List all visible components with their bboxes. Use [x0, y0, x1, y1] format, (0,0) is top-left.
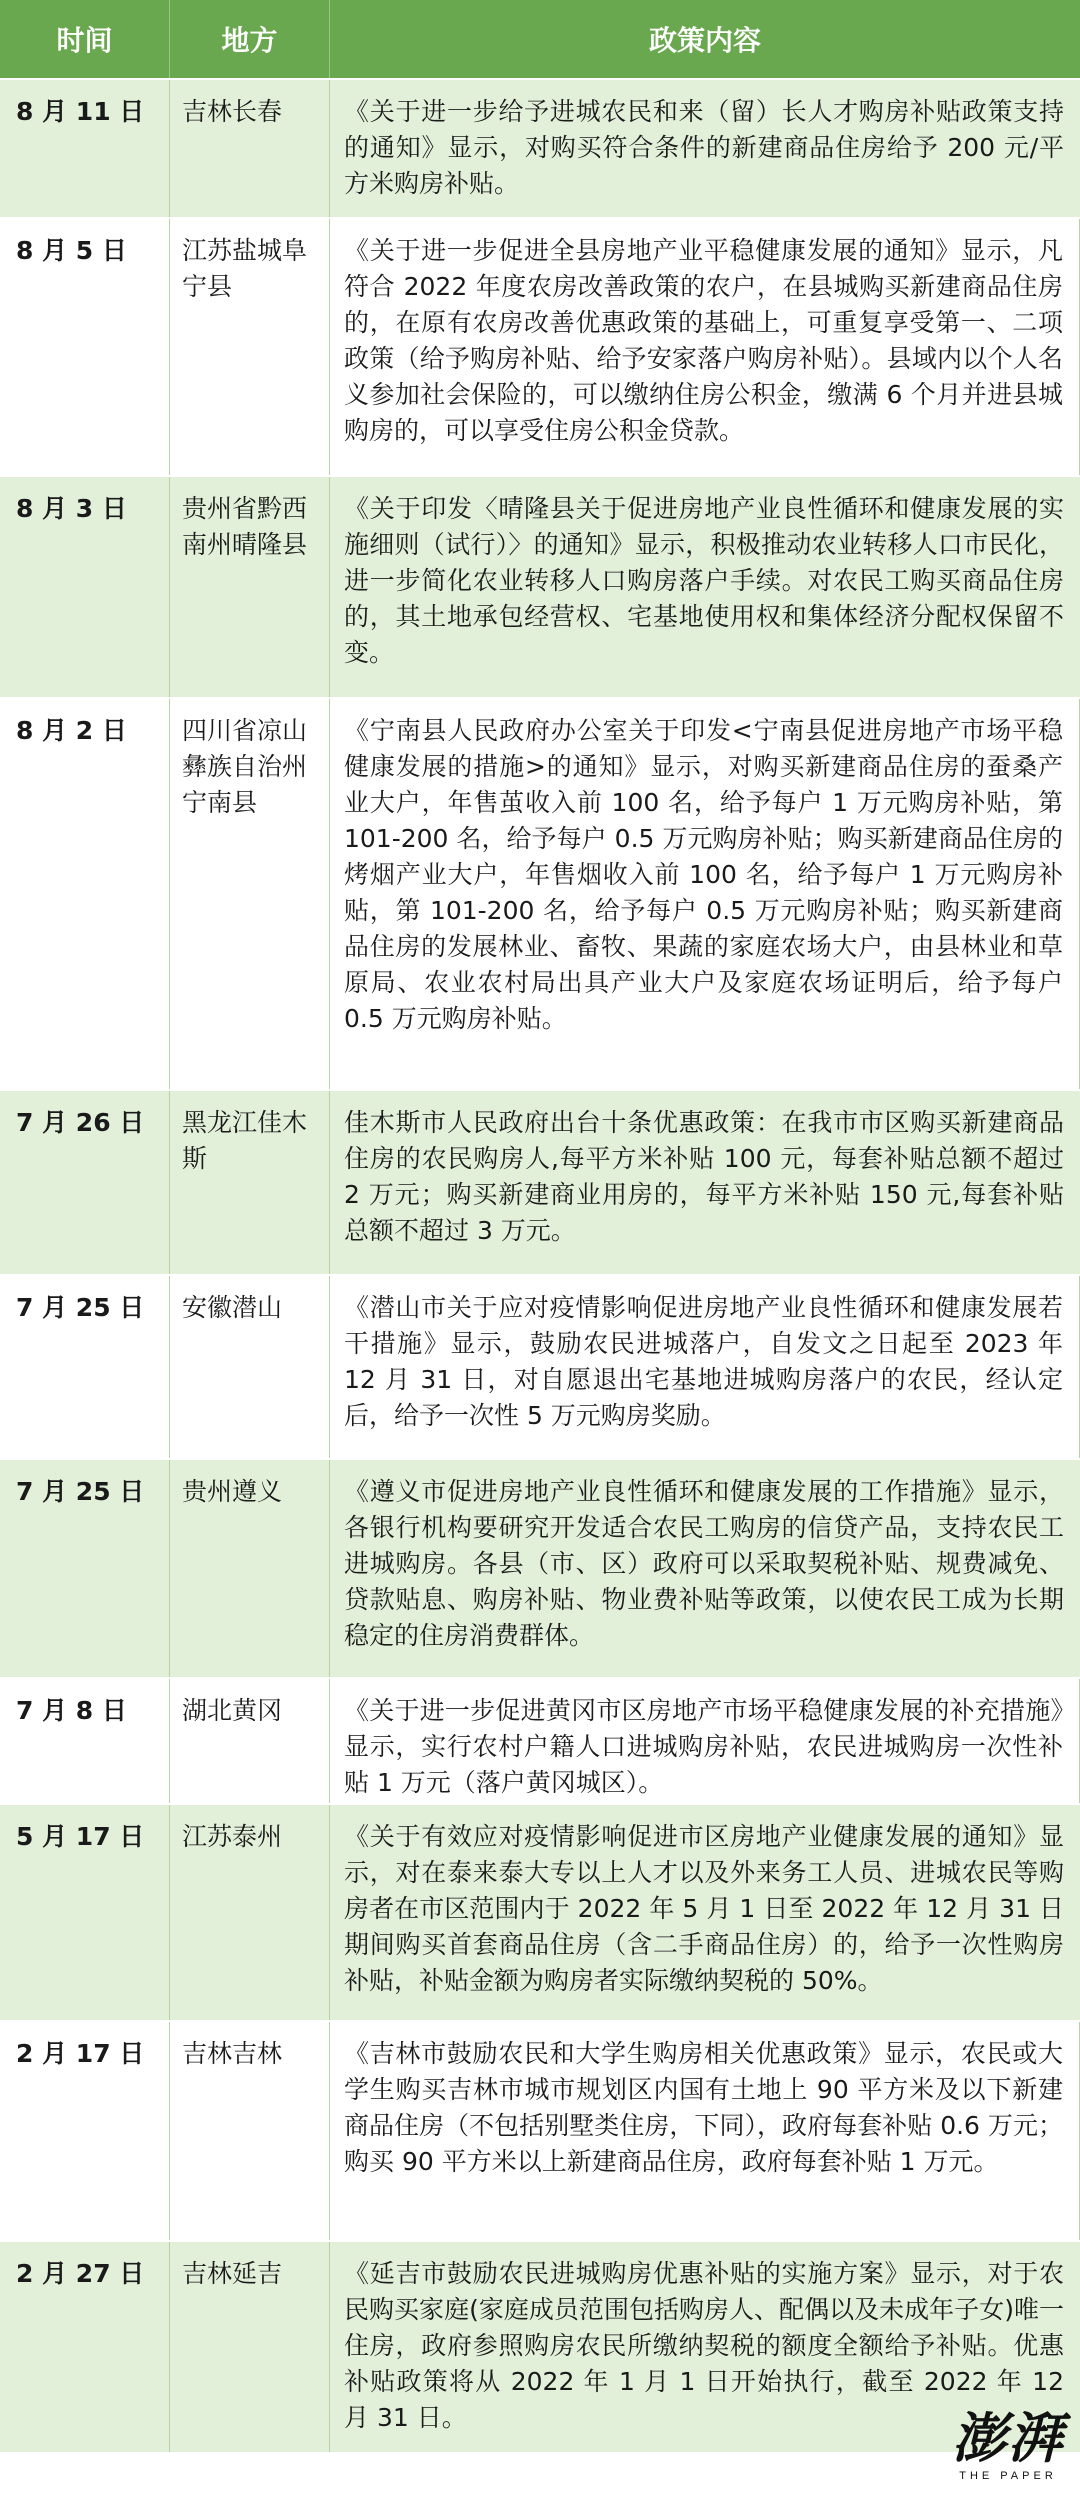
row-place: 江苏盐城阜宁县 — [170, 219, 330, 475]
row-content: 《潜山市关于应对疫情影响促进房地产业良性循环和健康发展若干措施》显示，鼓励农民进城落户，自发文之日起至 2023 年 12 月 31 日，对自愿退出宅基地进城购房落户的农民，经认定后，给予一次性 5 万元购房奖励。 — [330, 1276, 1080, 1458]
table-row — [0, 78, 1080, 217]
header-content: 政策内容 — [648, 24, 761, 57]
row-content: 《关于有效应对疫情影响促进市区房地产业健康发展的通知》显示，对在泰来泰大专以上人才以及外来务工人员、进城农民等购房者在市区范围内于 2022 年 5 月 1 日至 2022 年 12 月 31 日期间购买首套商品住房（含二手商品住房）的，给予一次性购房补贴，补贴金额为购房者实际缴纳契税的 50%。 — [344, 1822, 1064, 1995]
table-row — [0, 697, 1080, 1089]
row-content: 《遵义市促进房地产业良性循环和健康发展的工作措施》显示，各银行机构要研究开发适合农民工购房的信贷产品，支持农民工进城购房。各县（市、区）政府可以采取契税补贴、规费减免、贷款贴息、购房补贴、物业费补贴等政策，以使农民工成为长期稳定的住房消费群体。 — [344, 1477, 1064, 1650]
row-date: 7 月 25 日 — [0, 1460, 170, 1677]
row-place: 吉林吉林 — [170, 2022, 330, 2240]
row-content: 佳木斯市人民政府出台十条优惠政策：在我市市区购买新建商品住房的农民购房人,每平方米补贴 100 元，每套补贴总额不超过 2 万元；购买新建商业用房的，每平方米补贴 150 元,每套补贴总额不超过 3 万元。 — [344, 1108, 1064, 1245]
row-place: 贵州省黔西南州晴隆县 — [170, 477, 330, 697]
row-place: 湖北黄冈 — [170, 1679, 330, 1803]
table-row — [0, 1274, 1080, 1458]
row-date: 8 月 2 日 — [0, 699, 170, 1089]
row-date: 7 月 8 日 — [0, 1679, 170, 1803]
row-place: 黑龙江佳木斯 — [170, 1091, 330, 1274]
logo-mark: 澎湃 — [952, 2406, 1064, 2470]
row-place: 江苏泰州 — [170, 1805, 330, 2020]
header-place: 地方 — [170, 0, 330, 78]
header-time: 时间 — [0, 0, 170, 78]
row-place: 吉林延吉 — [170, 2242, 330, 2452]
row-date: 8 月 5 日 — [0, 219, 170, 475]
table-row — [0, 1803, 1080, 2020]
row-date: 8 月 11 日 — [0, 80, 170, 217]
row-content: 《关于进一步促进全县房地产业平稳健康发展的通知》显示，凡符合 2022 年度农房改善政策的农户，在县城购买新建商品住房的，在原有农房改善优惠政策的基础上，可重复享受第一、二项政策（给予购房补贴、给予安家落户购房补贴）。县域内以个人名义参加社会保险的，可以缴纳住房公积金，缴满 6 个月并进县城购房的，可以享受住房公积金贷款。 — [330, 219, 1080, 475]
row-date: 2 月 27 日 — [0, 2242, 170, 2452]
row-date: 7 月 26 日 — [0, 1091, 170, 1274]
row-content: 《宁南县人民政府办公室关于印发<宁南县促进房地产市场平稳健康发展的措施>的通知》显示，对购买新建商品住房的蚕桑产业大户，年售茧收入前 100 名，给予每户 1 万元购房补贴，第 101-200 名，给予每户 0.5 万元购房补贴；购买新建商品住房的烤烟产业大户，年售烟收入前 100 名，给予每户 1 万元购房补贴，第 101-200 名，给予每户 0.5 万元购房补贴；购买新建商品住房的发展林业、畜牧、果蔬的家庭农场大户，由县林业和草原局、农业农村局出具产业大户及家庭农场证明后，给予每户 0.5 万元购房补贴。 — [330, 699, 1080, 1089]
table-row — [0, 1458, 1080, 1677]
row-content: 《关于进一步促进黄冈市区房地产市场平稳健康发展的补充措施》显示，实行农村户籍人口进城购房补贴，农民进城购房一次性补贴 1 万元（落户黄冈城区）。 — [330, 1679, 1080, 1803]
table-row — [0, 1089, 1080, 1274]
row-content: 《关于进一步给予进城农民和来（留）长人才购房补贴政策支持的通知》显示，对购买符合条件的新建商品住房给予 200 元/平方米购房补贴。 — [344, 97, 1064, 198]
row-content: 《关于印发〈晴隆县关于促进房地产业良性循环和健康发展的实施细则（试行）〉的通知》显示，积极推动农业转移人口市民化，进一步简化农业转移人口购房落户手续。对农民工购买商品住房的，其土地承包经营权、宅基地使用权和集体经济分配权保留不变。 — [344, 494, 1064, 667]
row-date: 8 月 3 日 — [0, 477, 170, 697]
table-row — [0, 1677, 1080, 1803]
table-row — [0, 2240, 1080, 2452]
row-place: 安徽潜山 — [170, 1276, 330, 1458]
logo-subtitle: THE PAPER — [959, 2470, 1057, 2482]
the-paper-logo — [948, 2408, 1068, 2498]
row-content: 《延吉市鼓励农民进城购房优惠补贴的实施方案》显示，对于农民购买家庭(家庭成员范围包括购房人、配偶以及未成年子女)唯一住房，政府参照购房农民所缴纳契税的额度全额给予补贴。优惠补贴政策将从 2022 年 1 月 1 日开始执行，截至 2022 年 12 月 31 日。 — [344, 2259, 1064, 2432]
row-place: 四川省凉山彝族自治州宁南县 — [170, 699, 330, 1089]
table-row — [0, 217, 1080, 475]
table-row — [0, 475, 1080, 697]
row-content: 《吉林市鼓励农民和大学生购房相关优惠政策》显示，农民或大学生购买吉林市城市规划区内国有土地上 90 平方米及以下新建商品住房（不包括别墅类住房，下同），政府每套补贴 0.6 万元；购买 90 平方米以上新建商品住房，政府每套补贴 1 万元。 — [330, 2022, 1080, 2240]
row-date: 2 月 17 日 — [0, 2022, 170, 2240]
row-place: 贵州遵义 — [170, 1460, 330, 1677]
row-date: 7 月 25 日 — [0, 1276, 170, 1458]
table-header — [0, 0, 1080, 78]
table-row — [0, 2020, 1080, 2240]
row-place: 吉林长春 — [170, 80, 330, 217]
row-date: 5 月 17 日 — [0, 1805, 170, 2020]
